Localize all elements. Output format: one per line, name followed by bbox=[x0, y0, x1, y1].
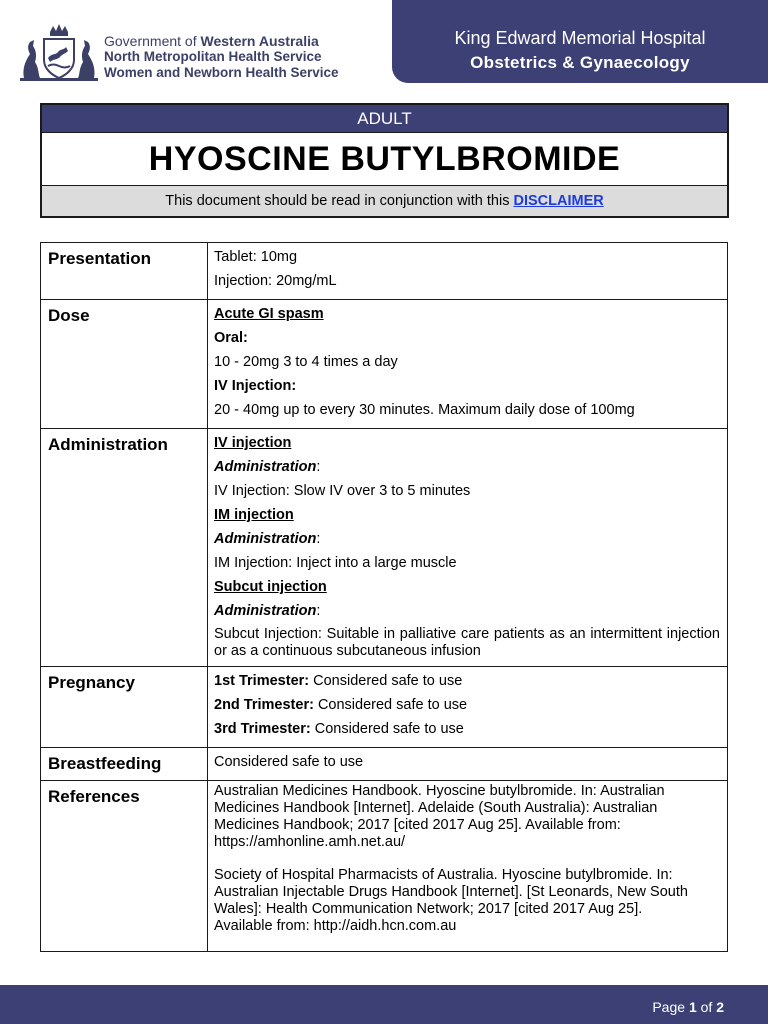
wa-government-logo bbox=[18, 22, 358, 84]
trimester-1-status: Considered safe to use bbox=[313, 673, 463, 689]
reference-1-line-2: Medicines Handbook [Internet]. Adelaide (South Australia): Australian bbox=[214, 800, 658, 816]
administration-label: Administration bbox=[41, 429, 208, 667]
breastfeeding-content bbox=[208, 748, 728, 781]
breastfeeding-text: Considered safe to use bbox=[214, 754, 364, 770]
sub-service-name: Women and Newborn Health Service bbox=[104, 65, 339, 80]
hospital-banner bbox=[392, 0, 768, 83]
page-footer bbox=[0, 985, 768, 1024]
dose-oral-label: Oral: bbox=[214, 330, 248, 346]
reference-1-line-3: Medicines Handbook; 2017 [cited 2017 Aug 25]. Available from: bbox=[214, 817, 621, 833]
breastfeeding-label: Breastfeeding bbox=[41, 748, 208, 781]
admin-iv-text: IV Injection: Slow IV over 3 to 5 minutes bbox=[214, 483, 471, 499]
admin-sub-label: Administration bbox=[214, 531, 317, 547]
page-number bbox=[652, 999, 724, 1015]
page-current: 1 bbox=[688, 999, 697, 1015]
gov-name: Western Australia bbox=[200, 33, 319, 49]
reference-1-line-1: Australian Medicines Handbook. Hyoscine butylbromide. In: Australian bbox=[214, 783, 665, 799]
monograph-table bbox=[40, 242, 728, 952]
reference-2-line-1: Society of Hospital Pharmacists of Australia. Hyoscine butylbromide. In: bbox=[214, 867, 673, 883]
trimester-2-status: Considered safe to use bbox=[317, 697, 468, 713]
dose-heading: Acute GI spasm bbox=[214, 306, 324, 322]
admin-iv-heading: IV injection bbox=[214, 435, 292, 451]
references-row bbox=[41, 781, 728, 952]
health-service-name: North Metropolitan Health Service bbox=[104, 49, 322, 64]
dose-content bbox=[208, 300, 728, 429]
gov-prefix: Government of bbox=[104, 33, 197, 49]
dose-oral-text: 10 - 20mg 3 to 4 times a day bbox=[214, 354, 398, 370]
title-block bbox=[40, 103, 729, 218]
presentation-row bbox=[41, 243, 728, 300]
page-word: Page bbox=[652, 999, 686, 1015]
dose-row bbox=[41, 300, 728, 429]
disclaimer-link[interactable]: DISCLAIMER bbox=[513, 193, 604, 209]
presentation-tablet: Tablet: 10mg bbox=[214, 249, 298, 265]
reference-2-line-3: Wales]: Health Communication Network; 2017 [cited 2017 Aug 25]. bbox=[214, 901, 643, 917]
administration-row bbox=[41, 429, 728, 667]
pregnancy-row bbox=[41, 667, 728, 748]
breastfeeding-row bbox=[41, 748, 728, 781]
pregnancy-content bbox=[208, 667, 728, 748]
admin-sub-label: Administration bbox=[214, 603, 317, 619]
references-content bbox=[208, 781, 728, 952]
gov-heading bbox=[104, 33, 339, 49]
reference-2-line-4: Available from: http://aidh.hcn.com.au bbox=[214, 918, 457, 934]
dose-iv-label: IV Injection: bbox=[214, 378, 297, 394]
pregnancy-label: Pregnancy bbox=[41, 667, 208, 748]
disclaimer-row bbox=[42, 186, 727, 216]
trimester-1-label: 1st Trimester: bbox=[214, 673, 310, 689]
dose-label: Dose bbox=[41, 300, 208, 429]
presentation-label: Presentation bbox=[41, 243, 208, 300]
reference-2-line-2: Australian Injectable Drugs Handbook [Internet]. [St Leonards, New South bbox=[214, 884, 688, 900]
dose-iv-text: 20 - 40mg up to every 30 minutes. Maximum daily dose of 100mg bbox=[214, 402, 635, 418]
administration-content: IV injection Administration: IV Injection: Slow IV over 3 to 5 minutes IM injection Administration: IM Injection: Inject into a large muscle Subcut injection Administration: Subcut Injection: Suitable in palliative care patients as an intermittent injection or as a continuous subcutaneous infusion bbox=[208, 429, 728, 667]
page-total: 2 bbox=[716, 999, 724, 1015]
gov-text-block bbox=[104, 33, 339, 81]
admin-im-heading: IM injection bbox=[214, 507, 294, 523]
presentation-injection: Injection: 20mg/mL bbox=[214, 273, 337, 289]
coat-of-arms-icon bbox=[18, 22, 100, 84]
admin-subcut-text: Subcut Injection: Suitable in palliative care patients as an intermittent injection or as a continuous subcutaneous infusion bbox=[214, 626, 720, 659]
disclaimer-text: This document should be read in conjunction with this bbox=[165, 193, 510, 209]
reference-1-line-4: https://amhonline.amh.net.au/ bbox=[214, 834, 406, 850]
presentation-content bbox=[208, 243, 728, 300]
drug-title: HYOSCINE BUTYLBROMIDE bbox=[42, 132, 727, 186]
trimester-2-label: 2nd Trimester: bbox=[214, 697, 314, 713]
admin-subcut-heading: Subcut injection bbox=[214, 579, 327, 595]
department-name: Obstetrics & Gynaecology bbox=[470, 53, 690, 72]
category-bar: ADULT bbox=[42, 105, 727, 132]
admin-im-text: IM Injection: Inject into a large muscle bbox=[214, 555, 457, 571]
admin-sub-label: Administration bbox=[214, 459, 317, 475]
page-of: of bbox=[700, 999, 713, 1015]
references-label: References bbox=[41, 781, 208, 952]
hospital-name: King Edward Memorial Hospital bbox=[454, 28, 706, 48]
trimester-3-label: 3rd Trimester: bbox=[214, 721, 311, 737]
trimester-3-status: Considered safe to use bbox=[314, 721, 464, 737]
